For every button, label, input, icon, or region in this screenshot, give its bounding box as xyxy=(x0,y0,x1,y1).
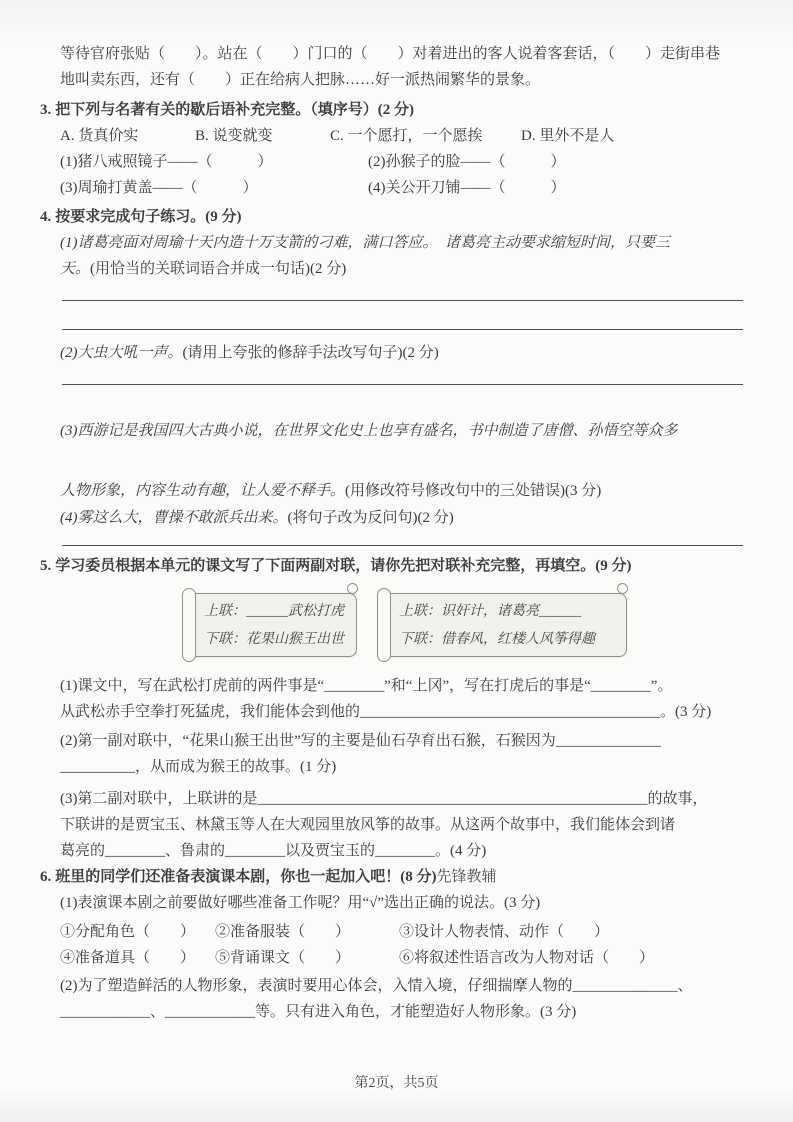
question-3-items-row-1 xyxy=(40,149,743,175)
prep-item-6: ⑥将叙述性语言改为人物对话（ ） xyxy=(399,950,655,966)
sub2-instruction: (请用上夸张的修辞手法改写句子)(2 分) xyxy=(182,345,439,361)
prep-item-4: ④准备道具（ ） xyxy=(60,950,196,966)
question-6-title xyxy=(40,864,743,890)
answer-line xyxy=(62,545,743,546)
scroll-curl-icon xyxy=(617,583,628,594)
question-3-title-text: 把下列与名著有关的歇后语补充完整。（填序号）(2 分) xyxy=(55,102,414,118)
question-4-sub3-line2 xyxy=(40,478,743,504)
intro-line-1: 等待官府张贴（ ）。站在（ ）门口的（ ）对着进出的客人说着客套话，（ ）走街串巷 xyxy=(60,46,721,62)
question-4-sub4 xyxy=(40,505,743,531)
sub2-sentence: (2)大虫大吼一声。 xyxy=(60,345,183,361)
question-4-number: 4. xyxy=(40,209,52,225)
option-b: B. 说变就变 xyxy=(195,128,273,144)
prep-item-2: ②准备服装（ ） xyxy=(215,924,351,940)
question-5-sub3-line3: 葛亮的________、鲁肃的________以及贾宝玉的________。(4 分) xyxy=(60,843,487,859)
couplet-scrolls xyxy=(40,586,743,664)
sub4-instruction: (将句子改为反问句)(2 分) xyxy=(287,510,454,526)
intro-line-2: 地叫卖东西，还有（ ）正在给病人把脉……好一派热闹繁华的景象。 xyxy=(60,72,541,88)
sub4-sentence: (4)雾这么大，曹操不敢派兵出来。 xyxy=(60,510,288,526)
prep-item-5: ⑤背诵课文（ ） xyxy=(215,950,351,966)
xiehouyu-item-2: (2)孙猴子的脸——（ ） xyxy=(368,154,566,170)
question-5-sub1-line2: 从武松赤手空拳打死猛虎，我们能体会到他的________________________________________。(3 分) xyxy=(60,704,712,720)
scroll-body xyxy=(386,593,627,657)
sub3-instruction: (用修改符号修改句中的三处错误)(3 分) xyxy=(345,483,602,499)
answer-line xyxy=(62,300,743,301)
question-4-sub1-line1: (1)诸葛亮面对周瑜十天内造十万支箭的刁难，满口答应。 诸葛亮主动要求缩短时间，只要三 xyxy=(60,235,670,251)
question-6-number: 6. xyxy=(40,869,52,885)
question-4-sub3-line1: (3)西游记是我国四大古典小说，在世界文化史上也享有盛名，书中制造了唐僧、孙悟空等众多 xyxy=(60,423,678,439)
question-5-number: 5. xyxy=(40,558,52,574)
question-5-sub1-line1: (1)课文中，写在武松打虎前的两件事是“________”和“上冈”，写在打虎后的事是“________”。 xyxy=(60,678,673,694)
page-number: 第2页，共5页 xyxy=(354,1076,439,1091)
question-5-sub2-line1: (2)第一副对联中，“花果山猴王出世”写的主要是仙石孕育出石猴，石猴因为______________ xyxy=(60,733,661,749)
scroll1-upper-line: 上联：______武松打虎 xyxy=(204,604,344,619)
question-6-title-text: 班里的同学们还准备表演课本剧，你也一起加入吧！(8 分) xyxy=(55,869,437,885)
scroll2-lower-line: 下联：借春风，红楼人风筝得趣 xyxy=(399,632,595,647)
option-a: A. 货真价实 xyxy=(60,128,139,144)
xiehouyu-item-3: (3)周瑜打黄盖——（ ） xyxy=(60,180,258,196)
question-6-prep-row1 xyxy=(40,919,743,945)
couplet-scroll-2 xyxy=(377,588,627,662)
sub1-instruction: (用恰当的关联词语合并成一句话)(2 分) xyxy=(90,261,347,277)
question-4-title-text: 按要求完成句子练习。(9 分) xyxy=(55,209,242,225)
prep-item-1: ①分配角色（ ） xyxy=(60,924,196,940)
question-4-sub1-line2 xyxy=(40,256,743,282)
question-6-sub2-line1: (2)为了塑造鲜活的人物形象，表演时要用心体会，入情入境，仔细揣摩人物的______________、 xyxy=(60,978,693,994)
question-5-title-text: 学习委员根据本单元的课文写了下面两副对联，请你先把对联补充完整，再填空。(9 分) xyxy=(55,558,632,574)
scroll-roll-icon xyxy=(182,588,196,662)
question-5-sub3-line2: 下联讲的是贾宝玉、林黛玉等人在大观园里放风筝的故事。从这两个故事中，我们能体会到诸 xyxy=(60,817,676,833)
page-content xyxy=(40,41,743,1025)
sub1-sentence-end: 天。 xyxy=(60,261,91,277)
question-3-title xyxy=(40,97,743,123)
question-4-title xyxy=(40,204,743,230)
scroll-body xyxy=(191,593,357,657)
question-5-title xyxy=(40,553,743,579)
question-3-number: 3. xyxy=(40,102,52,118)
option-c: C. 一个愿打，一个愿挨 xyxy=(330,128,483,144)
question-3-items-row-2 xyxy=(40,175,743,201)
xiehouyu-item-4: (4)关公开刀铺——（ ） xyxy=(368,180,566,196)
answer-line xyxy=(62,329,743,330)
question-5-sub2-line2: __________，从而成为猴王的故事。(1 分) xyxy=(60,759,337,775)
answer-line xyxy=(62,384,743,385)
question-5-sub3-line1: (3)第二副对联中，上联讲的是____________________________________________________的故事， xyxy=(60,791,708,807)
option-d: D. 里外不是人 xyxy=(521,128,615,144)
couplet-scroll-1 xyxy=(182,588,357,662)
scroll-curl-icon xyxy=(347,583,358,594)
scroll-roll-icon xyxy=(377,588,391,662)
sub3-sentence-end: 人物形象，内容生动有趣，让人爱不释手。 xyxy=(60,483,346,499)
question-6-sub1: (1)表演课本剧之前要做好哪些准备工作呢？用“√”选出正确的说法。(3 分) xyxy=(60,895,541,911)
prep-item-3: ③设计人物表情、动作（ ） xyxy=(399,924,610,940)
publisher-watermark: 先锋教辅 xyxy=(436,869,497,885)
question-6-sub2-line2: ____________、____________等。只有进入角色，才能塑造好人物形象。(3 分) xyxy=(60,1004,577,1020)
question-4-sub2 xyxy=(40,340,743,366)
question-6-prep-row2 xyxy=(40,945,743,971)
scroll1-lower-line: 下联：花果山猴王出世 xyxy=(204,632,344,647)
scroll2-upper-line: 上联：识奸计，诸葛亮______ xyxy=(399,604,581,619)
question-3-options xyxy=(40,123,743,149)
xiehouyu-item-1: (1)猪八戒照镜子——（ ） xyxy=(60,154,273,170)
